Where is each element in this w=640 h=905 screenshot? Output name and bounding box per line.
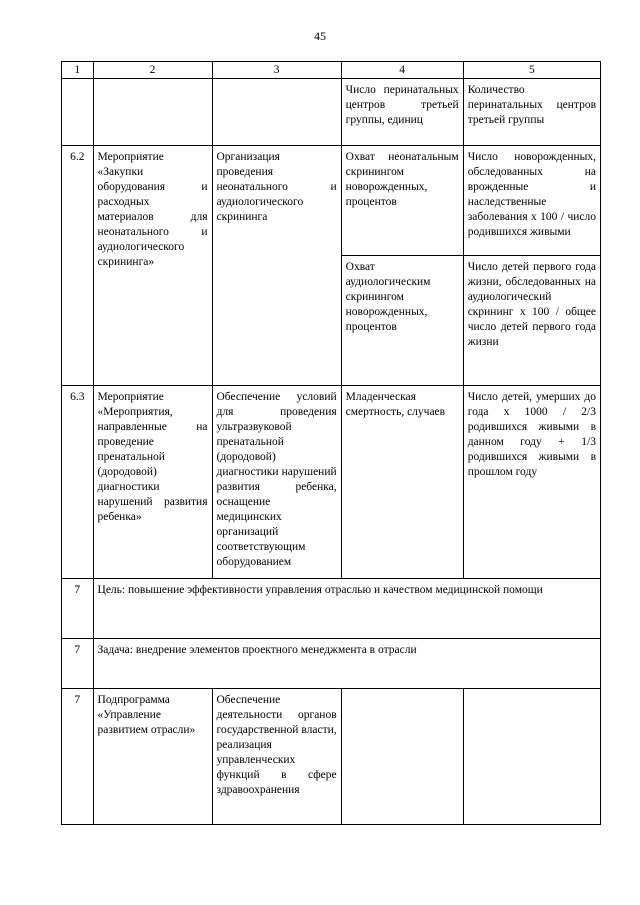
row-number: 7	[62, 579, 94, 639]
table-row	[62, 639, 601, 689]
table-cell	[212, 79, 341, 146]
header-cell: 2	[93, 62, 212, 79]
goal-cell: Цель: повышение эффективности управления отраслью и качеством медицинской помощи	[93, 579, 600, 639]
task-cell: Задача: внедрение элементов проектного менеджмента в отрасли	[93, 639, 600, 689]
row-number: 6.3	[62, 386, 94, 579]
row-number: 7	[62, 689, 94, 825]
event-cell: Подпрограмма «Управление развитием отрасли»	[93, 689, 212, 825]
table-row	[62, 579, 601, 639]
table-row	[62, 79, 601, 146]
table-cell	[463, 689, 600, 825]
method-cell: Число детей, умерших до года x 1000 / 2/3 родившихся живыми в данном году + 1/3 родившихся живыми в прошлом году	[463, 386, 600, 579]
event-cell: Мероприятие «Мероприятия, направленные на проведение пренатальной (дородовой) диагностики нарушений развития ребенка»	[93, 386, 212, 579]
header-cell: 4	[341, 62, 463, 79]
header-cell: 5	[463, 62, 600, 79]
indicator-cell: Охват аудиологическим скринингом новорожденных, процентов	[341, 256, 463, 386]
header-cell: 3	[212, 62, 341, 79]
table-cell	[341, 689, 463, 825]
table-row	[62, 386, 601, 579]
description-cell: Обеспечение деятельности органов государственной власти, реализация управленческих функций в сфере здравоохранения	[212, 689, 341, 825]
method-cell: Количество перинатальных центров третьей группы	[463, 79, 600, 146]
row-number: 6.2	[62, 146, 94, 386]
event-cell: Мероприятие «Закупки оборудования и расходных материалов для неонатального и аудиологического скрининга»	[93, 146, 212, 386]
indicator-cell: Охват неонатальным скринингом новорожденных, процентов	[341, 146, 463, 256]
indicator-cell: Младенческая смертность, случаев	[341, 386, 463, 579]
table-row	[62, 146, 601, 256]
table-row	[62, 689, 601, 825]
table-cell	[62, 79, 94, 146]
page-number: 45	[314, 29, 326, 43]
table-cell	[93, 79, 212, 146]
row-number: 7	[62, 639, 94, 689]
method-cell: Число детей первого года жизни, обследованных на аудиологический скрининг x 100 / общее число детей первого года жизни	[463, 256, 600, 386]
indicators-table	[61, 61, 601, 825]
method-cell: Число новорожденных, обследованных на врожденные и наследственные заболевания x 100 / число родившихся живыми	[463, 146, 600, 256]
description-cell: Организация проведения неонатального и аудиологического скрининга	[212, 146, 341, 386]
header-cell: 1	[62, 62, 94, 79]
description-cell: Обеспечение условий для проведения ультразвуковой пренатальной (дородовой) диагностики нарушений развития ребенка, оснащение медицинских организаций соответствующим оборудованием	[212, 386, 341, 579]
header-row	[62, 62, 601, 79]
indicator-cell: Число перинатальных центров третьей группы, единиц	[341, 79, 463, 146]
